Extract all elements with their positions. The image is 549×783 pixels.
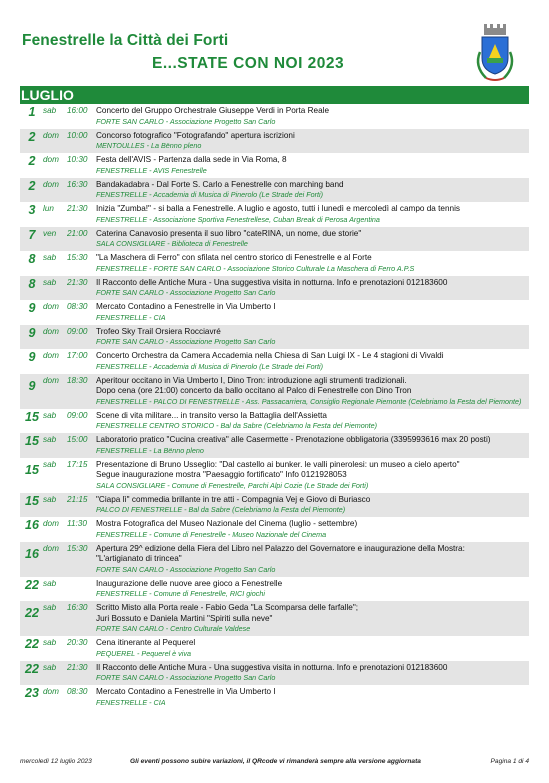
event-weekday: sab <box>43 277 57 287</box>
event-location: PEQUEREL - Pequerel è viva <box>96 648 191 658</box>
event-day: 1 <box>28 105 36 119</box>
event-description: Segue inaugurazione mostra "Paesaggio fortificato" Info 0121928053 <box>96 470 347 479</box>
event-location: FENESTRELLE CENTRO STORICO - Bal da Sabre (Celebriamo la Festa del Piemonte) <box>96 421 378 430</box>
event-day: 9 <box>28 325 36 340</box>
event-description: Festa dell'AVIS - Partenza dalla sede in Via Roma, 8 <box>96 155 287 164</box>
event-body <box>96 411 529 432</box>
event-weekday: dom <box>43 302 59 311</box>
event-weekday: sab <box>43 410 57 420</box>
event-time: 16:30 <box>67 179 88 189</box>
event-body <box>96 519 529 540</box>
event-row <box>20 517 529 542</box>
event-day: 9 <box>28 350 36 364</box>
event-weekday: sab <box>43 435 57 444</box>
event-weekday: sab <box>43 603 57 612</box>
event-day: 22 <box>25 661 39 676</box>
event-location: FENESTRELLE - Comune di Fenestrelle - Museo Nazionale del Cinema <box>96 529 327 539</box>
event-time: 17:00 <box>67 351 88 360</box>
event-row <box>20 178 529 203</box>
event-body <box>96 302 529 323</box>
event-day: 22 <box>25 577 39 592</box>
event-location: SALA CONSIGLIARE - Biblioteca di Fenestrelle <box>96 239 248 248</box>
event-body <box>96 579 529 600</box>
event-description: "La Maschera di Ferro" con sfilata nel centro storico di Fenestrelle e al Forte <box>96 253 372 262</box>
event-time: 15:30 <box>67 543 88 553</box>
footer-page-number: Pagina 1 di 4 <box>490 758 529 765</box>
event-body <box>96 435 529 456</box>
event-row <box>20 202 529 227</box>
event-description: Concorso fotografico "Fotografando" apertura iscrizioni <box>96 130 295 140</box>
event-body <box>96 351 529 372</box>
event-weekday: dom <box>43 519 59 528</box>
coat-of-arms-icon <box>472 22 518 86</box>
event-body <box>96 376 529 407</box>
event-row <box>20 276 529 301</box>
event-weekday: sab <box>43 578 57 588</box>
event-description: Caterina Canavosio presenta il suo libro "cateRINA, un nome, due storie" <box>96 228 362 238</box>
event-body <box>96 131 529 152</box>
event-description: Scritto Misto alla Porta reale - Fabio Geda "La Scomparsa delle farfalle"; <box>96 603 359 612</box>
event-location: FORTE SAN CARLO - Centro Culturale Valdese <box>96 624 251 633</box>
event-day: 2 <box>28 154 36 168</box>
event-description: Dopo cena (ore 21:00) concerto da ballo occitano al Palco di Fenestrelle con Dino Tron <box>96 386 412 395</box>
event-row <box>20 577 529 602</box>
event-location: FORTE SAN CARLO - Associazione Progetto San Carlo <box>96 673 276 682</box>
event-time: 21:30 <box>67 277 88 287</box>
event-row <box>20 349 529 374</box>
event-time: 16:00 <box>67 106 88 115</box>
event-weekday: sab <box>43 494 57 504</box>
event-description: Bandakadabra - Dal Forte S. Carlo a Fenestrelle con marching band <box>96 179 344 189</box>
event-location: FENESTRELLE - La Bënno pleno <box>96 445 204 455</box>
event-time: 09:00 <box>67 410 88 420</box>
event-weekday: sab <box>43 638 57 647</box>
event-row <box>20 433 529 458</box>
event-time: 15:00 <box>67 435 88 444</box>
event-day: 22 <box>25 606 39 620</box>
event-day: 23 <box>25 686 39 700</box>
event-weekday: dom <box>43 155 59 164</box>
event-day: 7 <box>28 227 36 242</box>
event-body <box>96 327 529 348</box>
month-header <box>20 86 529 104</box>
event-weekday: dom <box>43 687 59 696</box>
event-body <box>96 663 529 684</box>
event-location: FENESTRELLE - FORTE SAN CARLO - Associazione Storico Culturale La Maschera di Ferro A.P.S <box>96 263 415 273</box>
event-location: FENESTRELLE - PALCO DI FENESTRELLE - Ass. Passacarriera, Consiglio Regionale Piemonte (Celebriamo la Festa del Piemonte) <box>96 396 522 406</box>
event-description: Mercato Contadino a Fenestrelle in Via Umberto I <box>96 687 276 696</box>
page-subtitle: E...STATE CON NOI 2023 <box>152 55 345 72</box>
event-location: FORTE SAN CARLO - Associazione Progetto San Carlo <box>96 337 276 346</box>
event-location: MENTOULLES - La Bënno pleno <box>96 141 202 150</box>
event-description: Cena itinerante al Pequerel <box>96 638 196 647</box>
event-location: FENESTRELLE - Comune di Fenestrelle, RICI giochi <box>96 589 265 598</box>
event-body <box>96 155 529 176</box>
event-description: Inizia "Zumba!" - si balla a Fenestrelle. A luglio e agosto, tutti i lunedì e mercoledì al campo da tennis <box>96 204 460 213</box>
event-time: 21:30 <box>67 662 88 672</box>
event-weekday: lun <box>43 204 54 213</box>
event-row <box>20 636 529 661</box>
event-day: 15 <box>25 493 39 508</box>
event-row <box>20 300 529 325</box>
event-description: Presentazione di Bruno Usseglio: "Dal castello ai bunker. le valli pinerolesi: un museo a cielo aperto" <box>96 459 460 469</box>
event-time: 18:30 <box>67 375 88 385</box>
event-location: FORTE SAN CARLO - Associazione Progetto San Carlo <box>96 288 276 297</box>
event-time: 21:15 <box>67 494 88 504</box>
event-day: 16 <box>25 546 39 561</box>
event-description: Scene di vita militare... in transito verso la Battaglia dell'Assietta <box>96 410 327 420</box>
event-day: 15 <box>25 434 39 448</box>
event-time: 21:30 <box>67 204 88 213</box>
event-row <box>20 227 529 252</box>
event-day: 8 <box>28 252 36 266</box>
event-description: Il Racconto delle Antiche Mura - Una suggestiva visita in notturna. Info e prenotazioni 012183600 <box>96 662 448 672</box>
event-description: "Ciapa lì" commedia brillante in tre atti - Compagnia Vej e Giovo di Buriasco <box>96 494 371 504</box>
event-row <box>20 409 529 434</box>
event-weekday: dom <box>43 375 59 385</box>
event-location: FORTE SAN CARLO - Associazione Progetto San Carlo <box>96 564 276 574</box>
event-row <box>20 153 529 178</box>
event-time: 08:30 <box>67 302 88 311</box>
event-day: 22 <box>25 637 39 651</box>
page-title: Fenestrelle la Città dei Forti <box>22 32 229 49</box>
event-time: 20:30 <box>67 638 88 647</box>
event-location: FENESTRELLE - Accademia di Musica di Pinerolo (Le Strade dei Forti) <box>96 190 324 199</box>
event-time: 08:30 <box>67 687 88 696</box>
event-description: Concerto Orchestra da Camera Accademia nella Chiesa di San Luigi IX - Le 4 stagioni di Vivaldi <box>96 351 444 360</box>
event-location: FENESTRELLE - CIA <box>96 697 166 707</box>
event-time: 21:00 <box>67 228 88 238</box>
event-time: 15:30 <box>67 253 88 262</box>
event-location: FENESTRELLE - AVIS Fenestrelle <box>96 165 207 175</box>
event-body <box>96 278 529 299</box>
event-row <box>20 493 529 518</box>
footer-note: Gli eventi possono subire variazioni, il QRcode vi rimanderà sempre alla versione aggiornata <box>130 758 421 765</box>
event-row <box>20 601 529 636</box>
event-row <box>20 661 529 686</box>
event-day: 15 <box>25 462 39 477</box>
event-body <box>96 106 529 127</box>
event-body <box>96 460 529 491</box>
event-weekday: dom <box>43 351 59 360</box>
event-description: Mercato Contadino a Fenestrelle in Via Umberto I <box>96 302 276 311</box>
event-row <box>20 685 529 710</box>
event-body <box>96 687 529 708</box>
event-weekday: sab <box>43 459 57 469</box>
event-time: 17:15 <box>67 459 88 469</box>
event-weekday: dom <box>43 543 59 553</box>
event-location: FORTE SAN CARLO - Associazione Progetto San Carlo <box>96 116 276 126</box>
event-location: FENESTRELLE - Associazione Sportiva Fenestrellese, Cuban Break di Perosa Argentina <box>96 214 380 224</box>
event-body <box>96 495 529 516</box>
event-day: 9 <box>28 378 36 393</box>
event-day: 9 <box>28 301 36 315</box>
event-body <box>96 180 529 201</box>
event-body <box>96 229 529 250</box>
event-body <box>96 204 529 225</box>
event-row <box>20 458 529 493</box>
event-location: FENESTRELLE - Accademia di Musica di Pinerolo (Le Strade dei Forti) <box>96 361 324 371</box>
event-weekday: dom <box>43 130 59 140</box>
event-day: 2 <box>28 178 36 193</box>
footer-date: mercoledì 12 luglio 2023 <box>20 758 92 765</box>
event-time: 16:30 <box>67 603 88 612</box>
event-description: "L'artigianato di trincea" <box>96 554 182 563</box>
event-time: 09:00 <box>67 326 88 336</box>
event-row <box>20 325 529 350</box>
event-description: Trofeo Sky Trail Orsiera Rocciavré <box>96 326 221 336</box>
event-row <box>20 104 529 129</box>
event-weekday: dom <box>43 179 59 189</box>
month-label: LUGLIO <box>21 87 74 103</box>
event-weekday: sab <box>43 106 57 115</box>
event-description: Mostra Fotografica del Museo Nazionale del Cinema (luglio - settembre) <box>96 519 358 528</box>
event-day: 15 <box>25 409 39 424</box>
event-weekday: sab <box>43 253 57 262</box>
event-weekday: ven <box>43 228 57 238</box>
event-time: 10:30 <box>67 155 88 164</box>
event-weekday: sab <box>43 662 57 672</box>
event-row <box>20 542 529 577</box>
event-description: Il Racconto delle Antiche Mura - Una suggestiva visita in notturna. Info e prenotazioni 012183600 <box>96 277 448 287</box>
event-time: 10:00 <box>67 130 88 140</box>
event-day: 3 <box>28 203 36 217</box>
event-description: Apertura 29^ edizione della Fiera del Libro nel Palazzo del Governatore e inaugurazione della Mostra: <box>96 543 465 553</box>
event-description: Concerto del Gruppo Orchestrale Giuseppe Verdi in Porta Reale <box>96 106 330 115</box>
event-weekday: dom <box>43 326 59 336</box>
event-description: Inaugurazione delle nuove aree gioco a Fenestrelle <box>96 578 283 588</box>
event-day: 8 <box>28 276 36 291</box>
event-row <box>20 374 529 409</box>
event-description: Aperitour occitano in Via Umberto I, Dino Tron: introduzione agli strumenti tradizionali. <box>96 375 407 385</box>
event-row <box>20 129 529 154</box>
event-location: PALCO DI FENESTRELLE - Bal da Sabre (Celebriamo la Festa del Piemonte) <box>96 505 346 514</box>
events-list <box>20 104 529 710</box>
event-location: FENESTRELLE - CIA <box>96 312 166 322</box>
event-time: 11:30 <box>67 519 87 528</box>
event-description: Laboratorio pratico "Cucina creativa" alle Casermette - Prenotazione obbligatoria (3395993616 max 20 posti) <box>96 435 491 444</box>
event-body <box>96 638 529 659</box>
event-body <box>96 603 529 634</box>
event-description: Juri Bossuto e Daniela Martini "Spiriti sulla neve" <box>96 613 273 623</box>
event-row <box>20 251 529 276</box>
event-body <box>96 544 529 575</box>
event-day: 16 <box>25 518 39 532</box>
event-day: 2 <box>28 129 36 144</box>
event-body <box>96 253 529 274</box>
event-location: SALA CONSIGLIARE - Comune di Fenestrelle, Parchi Alpi Cozie (Le Strade dei Forti) <box>96 480 369 490</box>
